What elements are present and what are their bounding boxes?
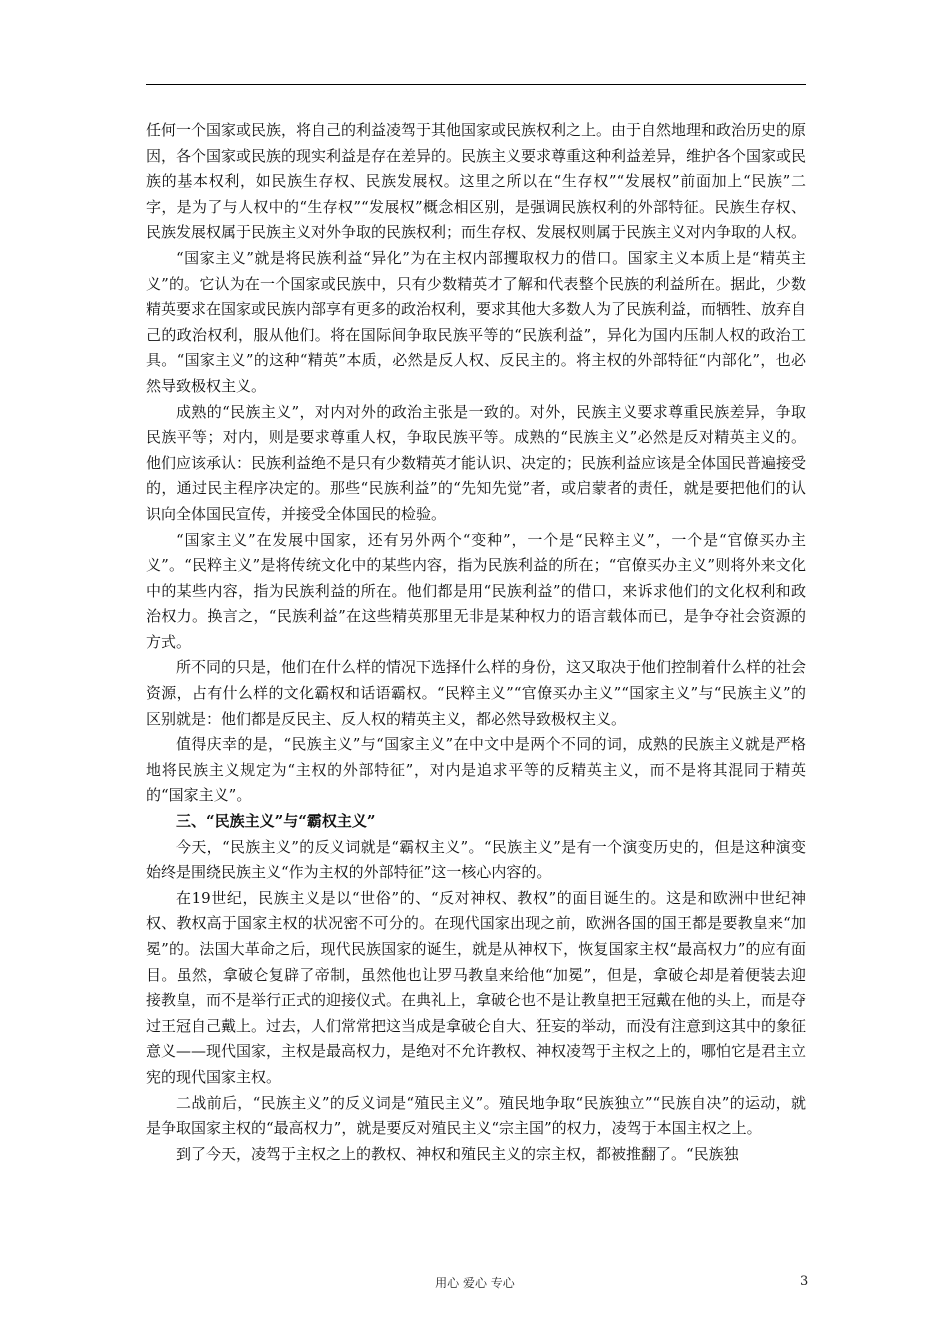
paragraph-8: 在19世纪，民族主义是以“世俗”的、“反对神权、教权”的面目诞生的。这是和欧洲中世纪神权、教权高于国家主权的状况密不可分的。在现代国家出现之前，欧洲各国的国王都是要教皇来“加冕”的。法国大革命之后，现代民族国家的诞生，就是从神权下，恢复国家主权“最高权力”的应有面目。虽然，拿破仑复辟了帝制，虽然他也让罗马教皇来给他“加冕”，但是，拿破仑却是着便装去迎接教皇，而不是举行正式的迎接仪式。在典礼上，拿破仑也不是让教皇把王冠戴在他的头上，而是夺过王冠自己戴上。过去，人们常常把这当成是拿破仑自大、狂妄的举动，而没有注意到这其中的象征意义——现代国家，主权是最高权力，是绝对不允许教权、神权凌驾于主权之上的，哪怕它是君主立宪的现代国家主权。 [146,888,807,1086]
paragraph-7: 今天，“民族主义”的反义词就是“霸权主义”。“民族主义”是有一个演变历史的，但是这种演变始终是围绕民族主义“作为主权的外部特征”这一核心内容的。 [146,837,806,882]
paragraph-3: 成熟的“民族主义”，对内对外的政治主张是一致的。对外，民族主义要求尊重民族差异，争取民族平等；对内，则是要求尊重人权，争取民族平等。成熟的“民族主义”必然是反对精英主义的。他们应该承认：民族利益绝不是只有少数精英才能认识、决定的；民族利益应该是全体国民普遍接受的，通过民主程序决定的。那些“民族利益”的“先知先觉”者，或启蒙者的责任，就是要把他们的认识向全体国民宣传，并接受全体国民的检验。 [146,402,807,523]
paragraph-5: 所不同的只是，他们在什么样的情况下选择什么样的身份，这又取决于他们控制着什么样的社会资源，占有什么样的文化霸权和话语霸权。“民粹主义”“官僚买办主义”“国家主义”与“民族主义”的区别就是：他们都是反民主、反人权的精英主义，都必然导致极权主义。 [146,658,807,728]
paragraph-9: 二战前后，“民族主义”的反义词是“殖民主义”。殖民地争取“民族独立”“民族自决”的运动，就是争取国家主权的“最高权力”，就是要反对殖民主义“宗主国”的权力，凌驾于本国主权之上。 [146,1093,806,1138]
document-body [146,118,806,1167]
paragraph-4: “国家主义”在发展中国家，还有另外两个“变种”，一个是“民粹主义”，一个是“官僚买办主义”。“民粹主义”是将传统文化中的某些内容，指为民族利益的所在；“官僚买办主义”则将外来文化中的某些内容，指为民族利益的所在。他们都是用“民族利益”的借口，来诉求他们的文化权利和政治权力。换言之，“民族利益”在这些精英那里无非是某种权力的语言载体而已，是争夺社会资源的方式。 [146,530,806,651]
paragraph-1: 任何一个国家或民族，将自己的利益凌驾于其他国家或民族权利之上。由于自然地理和政治历史的原因，各个国家或民族的现实利益是存在差异的。民族主义要求尊重这种利益差异，维护各个国家或民族的基本权利，如民族生存权、民族发展权。这里之所以在“生存权”“发展权”前面加上“民族”二字，是为了与人权中的“生存权”“发展权”概念相区别，是强调民族权利的外部特征。民族生存权、民族发展权属于民族主义对外争取的民族权利；而生存权、发展权则属于民族主义对内争取的人权。 [146,121,807,242]
paragraph-10: 到了今天，凌驾于主权之上的教权、神权和殖民主义的宗主权，都被推翻了。“民族独 [176,1144,739,1163]
paragraph-2: “国家主义”就是将民族利益“异化”为在主权内部攫取权力的借口。国家主义本质上是“精英主义”的。它认为在一个国家或民族中，只有少数精英才了解和代表整个民族的利益所在。据此，少数精英要求在国家或民族内部享有更多的政治权利，要求其他大多数人为了民族利益，而牺牲、放弃自己的政治权利，服从他们。将在国际间争取民族平等的“民族利益”，异化为国内压制人权的政治工具。“国家主义”的这种“精英”本质，必然是反人权、反民主的。将主权的外部特征“内部化”，也必然导致极权主义。 [146,248,807,395]
footer-slogan: 用心 爱心 专心 [435,1276,515,1290]
paragraph-6: 值得庆幸的是，“民族主义”与“国家主义”在中文中是两个不同的词，成熟的民族主义就是严格地将民族主义规定为“主权的外部特征”，对内是追求平等的反精英主义，而不是将其混同于精英的“国家主义”。 [146,735,806,805]
page-number: 3 [800,1274,809,1289]
section-heading: 三、“民族主义”与“霸权主义” [176,812,376,831]
page-footer [0,1274,950,1294]
header-rule [146,84,806,85]
